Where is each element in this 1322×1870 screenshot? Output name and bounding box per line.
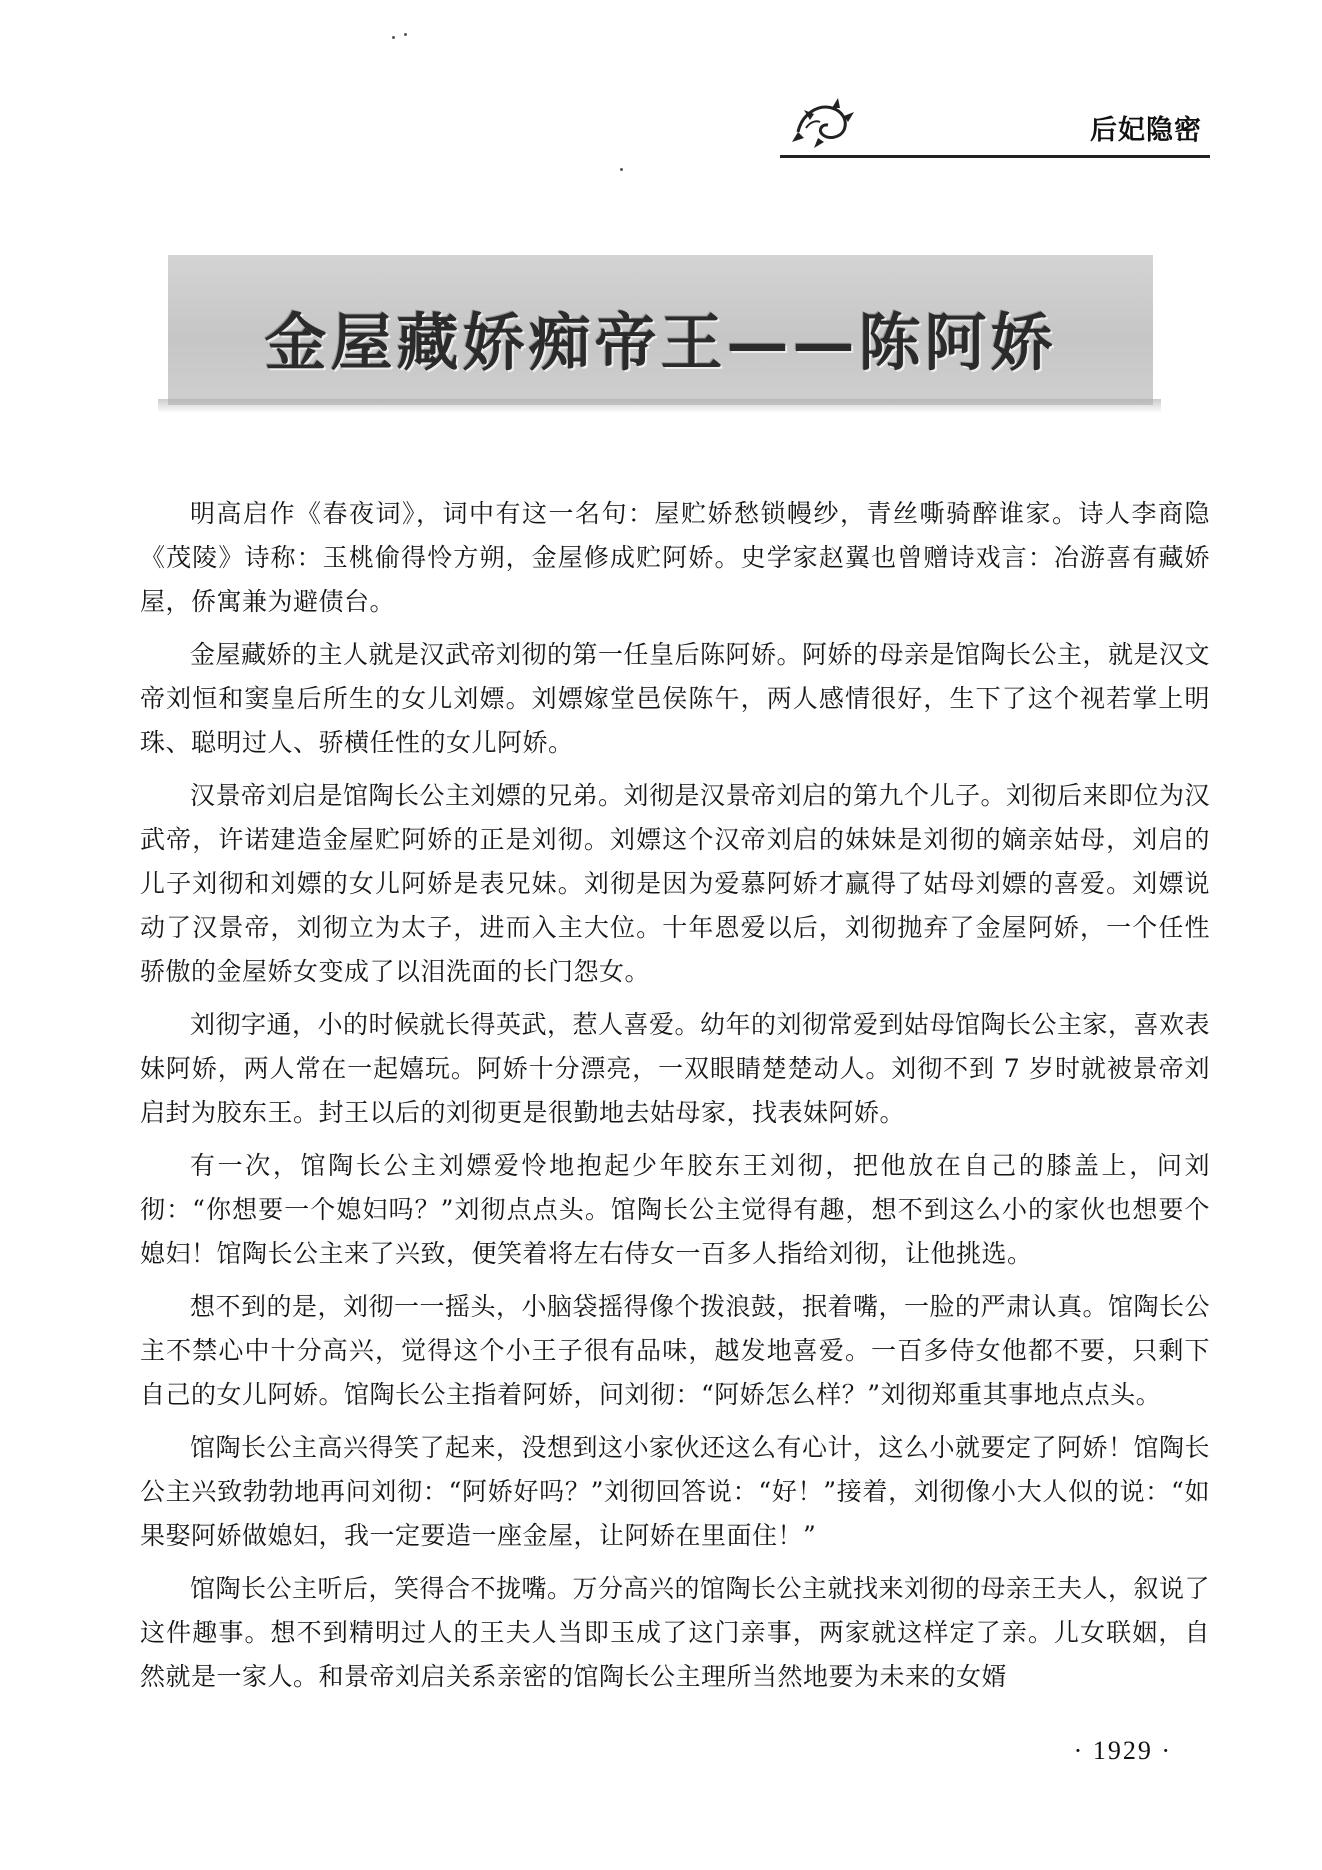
article-body [140,492,1210,1708]
scan-speck [404,33,407,36]
paragraph: 汉景帝刘启是馆陶长公主刘嫖的兄弟。刘彻是汉景帝刘启的第九个儿子。刘彻后来即位为汉武帝，许诺建造金屋贮阿娇的正是刘彻。刘嫖这个汉帝刘启的妹妹是刘彻的嫡亲姑母，刘启的儿子刘彻和刘嫖的女儿阿娇是表兄妹。刘彻是因为爱慕阿娇才赢得了姑母刘嫖的喜爱。刘嫖说动了汉景帝，刘彻立为太子，进而入主大位。十年恩爱以后，刘彻抛弃了金屋阿娇，一个任性骄傲的金屋娇女变成了以泪洗面的长门怨女。 [140,781,1211,986]
scan-speck [620,168,623,171]
paragraph: 馆陶长公主高兴得笑了起来，没想到这小家伙还这么有心计，这么小就要定了阿娇！馆陶长公主兴致勃勃地再问刘彻：“阿娇好吗？”刘彻回答说：“好！”接着，刘彻像小大人似的说：“如果娶阿娇做媳妇，我一定要造一座金屋，让阿娇在里面住！” [140,1433,1211,1550]
paragraph: 馆陶长公主听后，笑得合不拢嘴。万分高兴的馆陶长公主就找来刘彻的母亲王夫人，叙说了这件趣事。想不到精明过人的王夫人当即玉成了这门亲事，两家就这样定了亲。儿女联姻，自然就是一家人。和景帝刘启关系亲密的馆陶长公主理所当然地要为未来的女婿 [140,1574,1211,1691]
dragon-emblem-icon [788,92,858,152]
paragraph: 刘彻字通，小的时候就长得英武，惹人喜爱。幼年的刘彻常爱到姑母馆陶长公主家，喜欢表妹阿娇，两人常在一起嬉玩。阿娇十分漂亮，一双眼睛楚楚动人。刘彻不到 7 岁时就被景帝刘启封为胶东王。封王以后的刘彻更是很勤地去姑母家，找表妹阿娇。 [140,1010,1211,1127]
header-rule [780,155,1210,158]
section-title: 后妃隐密 [1090,115,1202,146]
article-title: 金屋藏娇痴帝王——陈阿娇 [264,306,1057,379]
title-banner [168,255,1153,405]
paragraph: 想不到的是，刘彻一一摇头，小脑袋摇得像个拨浪鼓，抿着嘴，一脸的严肃认真。馆陶长公主不禁心中十分高兴，觉得这个小王子很有品味，越发地喜爱。一百多侍女他都不要，只剩下自己的女儿阿娇。馆陶长公主指着阿娇，问刘彻：“阿娇怎么样？”刘彻郑重其事地点点头。 [140,1292,1211,1409]
scan-speck [392,36,395,39]
paragraph: 明高启作《春夜词》，词中有这一名句：屋贮娇愁锁幔纱，青丝嘶骑醉谁家。诗人李商隐《茂陵》诗称：玉桃偷得怜方朔，金屋修成贮阿娇。史学家赵翼也曾赠诗戏言：冶游喜有藏娇屋，侨寓兼为避债台。 [140,499,1210,616]
running-header [780,88,1210,158]
page-number: · 1929 · [1073,1736,1172,1765]
paragraph: 金屋藏娇的主人就是汉武帝刘彻的第一任皇后陈阿娇。阿娇的母亲是馆陶长公主，就是汉文帝刘恒和窦皇后所生的女儿刘嫖。刘嫖嫁堂邑侯陈午，两人感情很好，生下了这个视若掌上明珠、聪明过人、骄横任性的女儿阿娇。 [140,640,1211,757]
paragraph: 有一次，馆陶长公主刘嫖爱怜地抱起少年胶东王刘彻，把他放在自己的膝盖上，问刘彻：“你想要一个媳妇吗？”刘彻点点头。馆陶长公主觉得有趣，想不到这么小的家伙也想要个媳妇！馆陶长公主来了兴致，便笑着将左右侍女一百多人指给刘彻，让他挑选。 [140,1151,1210,1268]
